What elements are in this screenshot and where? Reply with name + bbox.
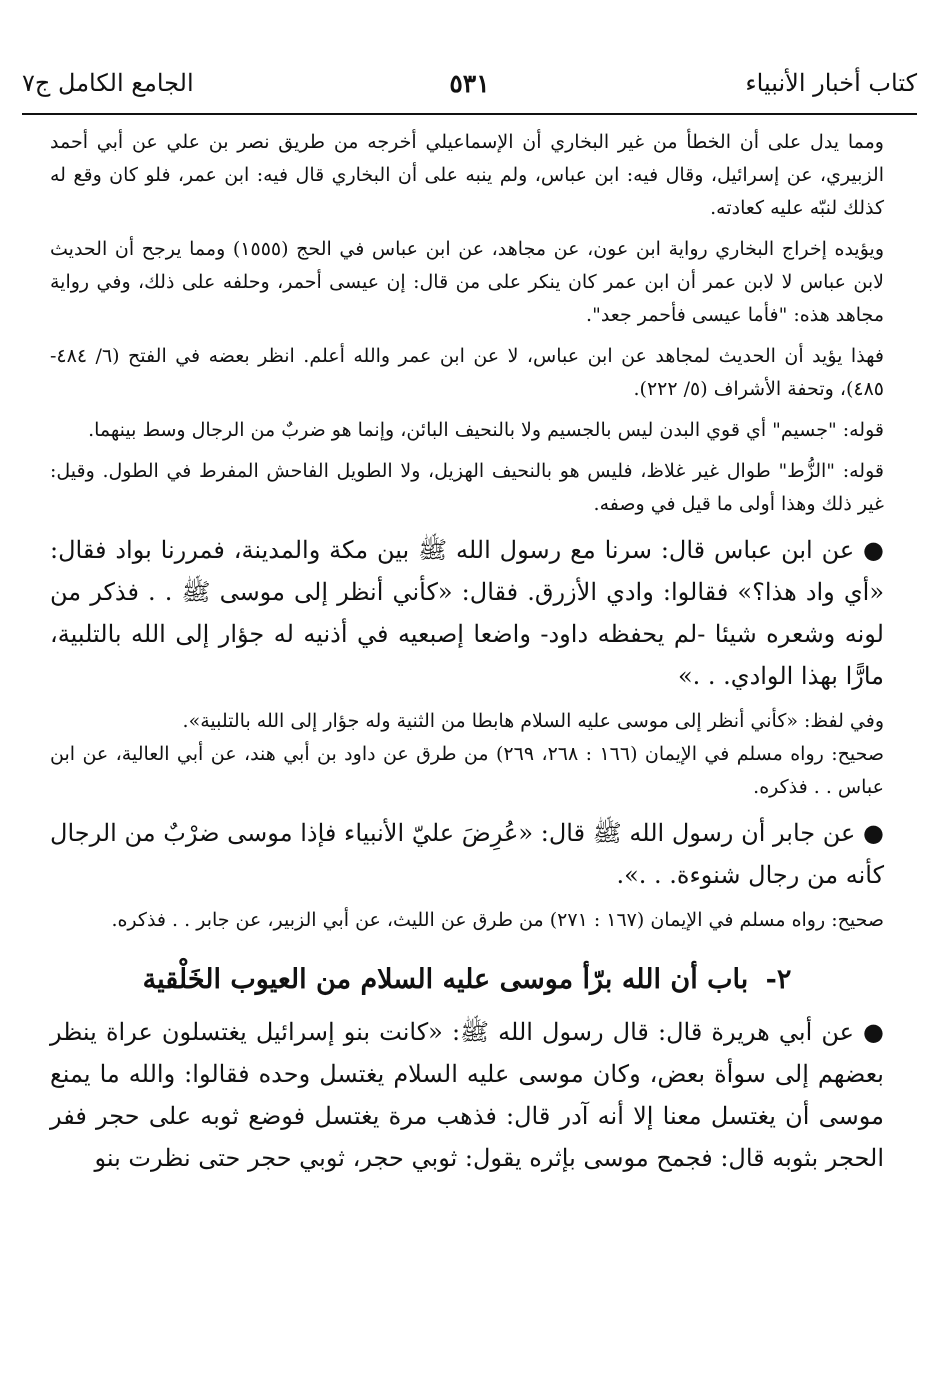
hadith-text: ● عن أبي هريرة قال: قال رسول الله ﷺ: «كانت بنو إسرائيل يغتسلون عراة ينظر بعضهم إلى سوأة بعض، وكان موسى عليه السلام يغتسل وحده فقالوا: والله ما يمنع موسى أن يغتسل معنا إلا أنه آدر قال: فذهب مرة يغتسل فوضع ثوبه على حجر ففر الحجر بثوبه قال: فجمح موسى بإثره يقول: ثوبي حجر، ثوبي حجر حتى نظرت بنو [50, 1018, 884, 1172]
hadith-text: ● عن ابن عباس قال: سرنا مع رسول الله ﷺ بين مكة والمدينة، فمررنا بواد فقال: «أي واد هذا؟» فقالوا: وادي الأزرق. فقال: «كأني أنظر إلى موسى ﷺ . . فذكر من لونه وشعره شيئا -لم يحفظه داود- واضعا إصبعيه في أذنيه له جؤار إلى الله بالتلبية، مارًّا بهذا الوادي. . .» [50, 536, 885, 690]
chapter-heading [50, 957, 884, 1003]
grading-paragraph: صحيح: رواه مسلم في الإيمان (١٦٦ : ٢٦٨، ٢٦٩) من طرق عن داود بن أبي هند، عن أبي العالية، عن ابن عباس . . فذكره. [50, 743, 885, 798]
book-title: كتاب أخبار الأنبياء [745, 69, 917, 97]
grading-paragraph: صحيح: رواه مسلم في الإيمان (١٦٧ : ٢٧١) من طرق عن الليث، عن أبي الزبير، عن جابر . . فذكره. [111, 909, 884, 931]
commentary-paragraph: وفي لفظ: «كأني أنظر إلى موسى عليه السلام هابطا من الثنية وله جؤار إلى الله بالتلبية». [182, 710, 884, 732]
running-header [22, 58, 917, 108]
chapter-title: باب أن الله برّأ موسى عليه السلام من العيوب الخَلْقية [142, 964, 749, 995]
commentary-paragraph: قوله: "جسيم" أي قوي البدن ليس بالجسيم ولا بالنحيف البائن، وإنما هو ضربٌ من الرجال وسط بينهما. [88, 419, 884, 441]
chapter-number: ٢- [765, 964, 792, 995]
page-number: ٥٣١ [449, 68, 490, 98]
commentary-paragraph: قوله: "الزُّط" طوال غير غلاظ، فليس هو بالنحيف الهزيل، ولا الطويل الفاحش المفرط في الطول. وقيل: غير ذلك وهذا أولى ما قيل في وصفه. [50, 460, 884, 515]
hadith-text: ● عن جابر أن رسول الله ﷺ قال: «عُرِضَ عليّ الأنبياء فإذا موسى ضرْبٌ من الرجال كأنه من رجال شنوءة. . .». [50, 819, 884, 889]
commentary-paragraph: فهذا يؤيد أن الحديث لمجاهد عن ابن عباس، لا عن ابن عمر والله أعلم. انظر بعضه في الفتح (٦/ ٤٨٤- ٤٨٥)، وتحفة الأشراف (٥/ ٢٢٢). [50, 345, 885, 400]
commentary-paragraph: ومما يدل على أن الخطأ من غير البخاري أن الإسماعيلي أخرجه من طريق نصر بن علي عن أبي أحمد الزبيري، عن إسرائيل، وقال فيه: ابن عباس، ولم ينبه على أن البخاري قال فيه: ابن عمر، فلو كان وقع له كذلك لنبّه عليه كعادته. [50, 131, 884, 219]
header-rule [22, 113, 917, 115]
series-title: الجامع الكامل ج٧ [22, 69, 194, 97]
page-body [50, 126, 884, 1179]
commentary-paragraph: ويؤيده إخراج البخاري رواية ابن عون، عن مجاهد، عن ابن عباس في الحج (١٥٥٥) ومما يرجح أن الحديث لابن عباس لا لابن عمر أن ابن عمر كان ينكر على من قال: إن عيسى أحمر، وحلفه على ذلك، وفي رواية مجاهد هذه: "فأما عيسى فأحمر جعد". [50, 238, 884, 326]
